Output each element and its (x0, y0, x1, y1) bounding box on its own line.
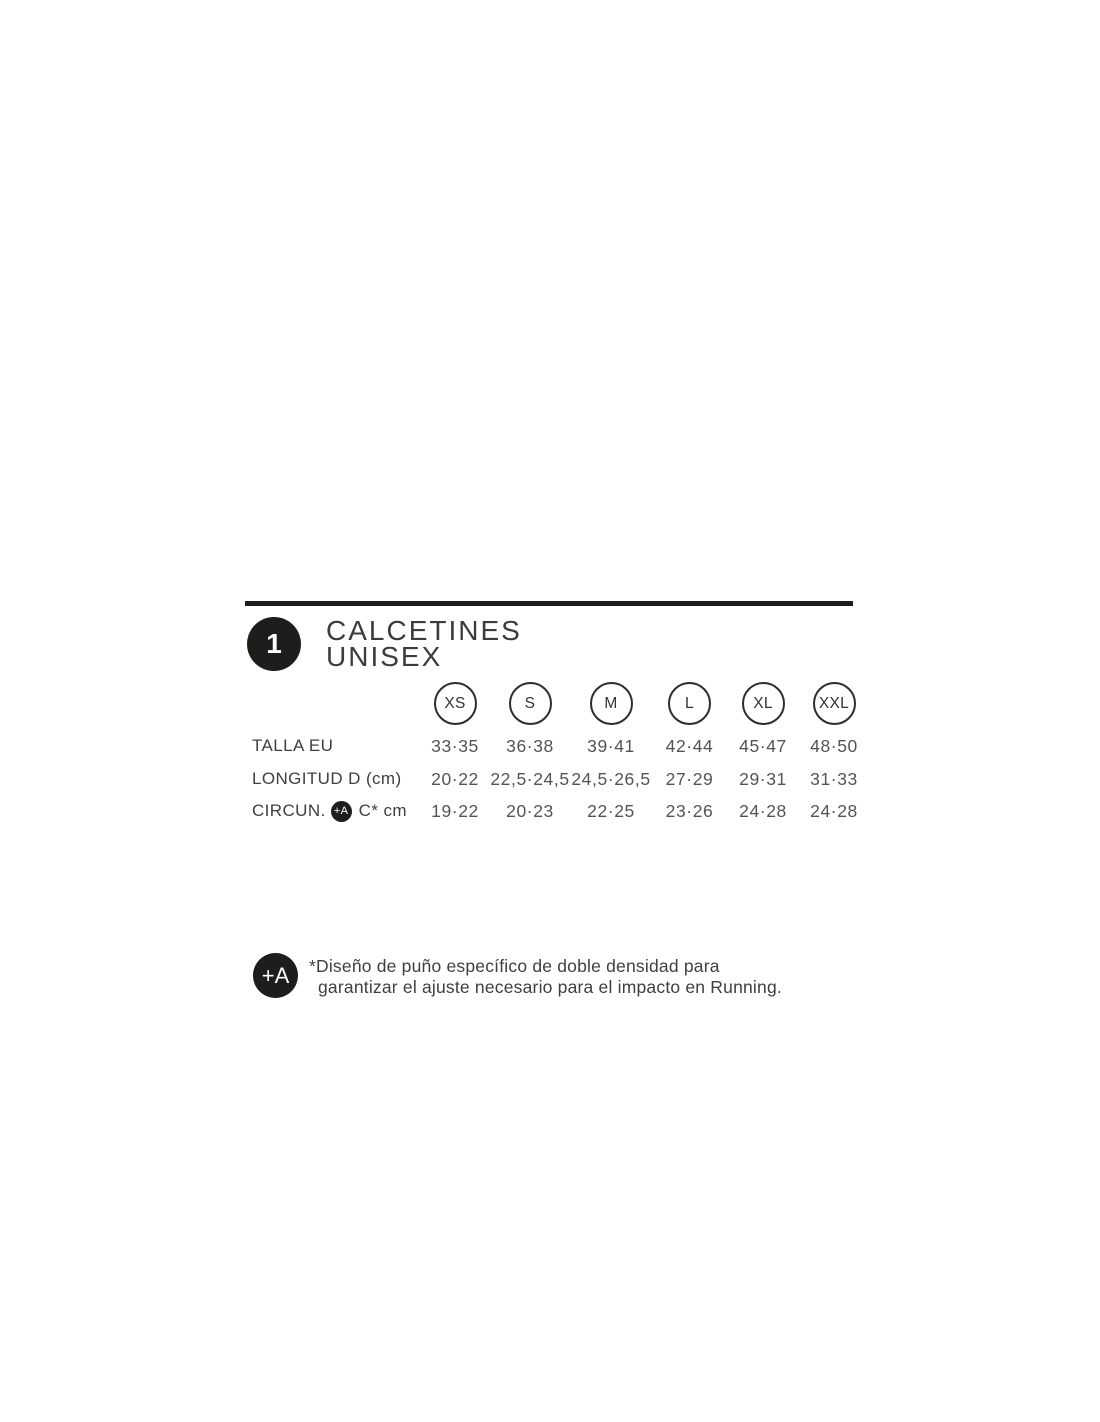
size-label: XS (444, 694, 466, 712)
row-label-circun-prefix: CIRCUN. (252, 801, 326, 820)
table-cell: 20·23 (506, 800, 554, 821)
size-column-xxl (799, 682, 869, 728)
table-corner-cell (252, 682, 420, 728)
table-cell: 27·29 (665, 768, 714, 789)
size-column-m (570, 682, 652, 728)
size-badge-xs (434, 682, 477, 725)
table-cell: 36·38 (506, 735, 554, 756)
size-table (252, 682, 869, 828)
size-column-s (490, 682, 570, 728)
size-badge-xxl (813, 682, 856, 725)
table-cell: 39·41 (587, 735, 635, 756)
size-label: XXL (818, 694, 850, 712)
size-label: S (524, 694, 536, 712)
table-cell: 23·26 (665, 800, 714, 821)
size-badge-s (509, 682, 552, 725)
table-cell: 24,5·26,5 (571, 768, 651, 789)
section-title (326, 615, 522, 672)
table-cell: 33·35 (431, 735, 479, 756)
section-header (247, 617, 522, 671)
plus-a-badge-label: +A (333, 805, 349, 817)
plus-a-badge-icon (253, 953, 298, 998)
size-badge-m (590, 682, 633, 725)
size-column-xs (420, 682, 490, 728)
size-label: XL (753, 694, 773, 712)
table-cell: 24·28 (739, 800, 787, 821)
table-cell: 19·22 (431, 800, 479, 821)
table-cell: 45·47 (739, 735, 787, 756)
table-cell: 22·25 (587, 800, 635, 821)
size-label: M (604, 694, 618, 712)
footnote-line1: *Diseño de puño específico de doble densidad para (309, 956, 720, 976)
table-cell: 42·44 (665, 735, 714, 756)
plus-a-badge-icon (331, 801, 352, 822)
section-number: 1 (266, 628, 282, 659)
table-cell: 22,5·24,5 (490, 768, 570, 789)
size-badge-xl (742, 682, 785, 725)
row-label-circun-suffix: C* cm (358, 801, 407, 820)
section-title-line1: CALCETINES (326, 615, 522, 646)
table-cell: 29·31 (739, 768, 787, 789)
table-cell: 48·50 (810, 735, 858, 756)
size-badge-l (668, 682, 711, 725)
size-column-xl (727, 682, 799, 728)
table-cell: 20·22 (431, 768, 479, 789)
footnote (253, 953, 782, 998)
size-column-l (652, 682, 727, 728)
row-label-talla-eu: TALLA EU (252, 736, 334, 755)
table-cell: 31·33 (810, 768, 858, 789)
table-cell: 24·28 (810, 800, 858, 821)
plus-a-badge-label: +A (261, 962, 290, 988)
row-label-circun (252, 794, 420, 828)
footnote-line2: garantizar el ajuste necesario para el impacto en Running. (318, 977, 782, 997)
section-number-badge (247, 617, 301, 671)
section-divider (245, 601, 853, 606)
row-label-longitud: LONGITUD D (cm) (252, 769, 402, 788)
section-title-line2: UNISEX (326, 641, 443, 672)
size-label: L (685, 694, 694, 712)
footnote-text (309, 956, 782, 998)
